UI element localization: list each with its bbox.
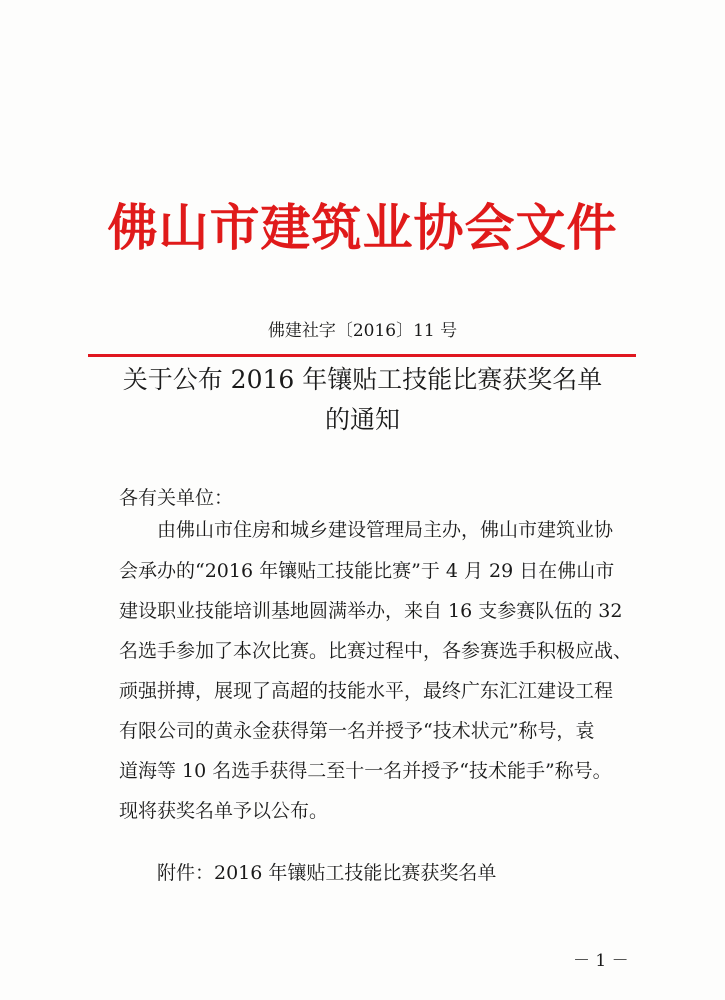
notice-title-line-1: 关于公布 2016 年镶贴工技能比赛获奖名单 (122, 365, 603, 394)
red-divider-line (88, 354, 636, 357)
body-paragraph-line: 会承办的“2016 年镶贴工技能比赛”于 4 月 29 日在佛山市 (119, 560, 615, 582)
attachment-line: 附件：2016 年镶贴工技能比赛获奖名单 (157, 862, 497, 884)
body-paragraph-line: 道海等 10 名选手获得二至十一名并授予“技术能手”称号。 (119, 760, 612, 782)
body-paragraph-line: 现将获奖名单予以公布。 (119, 800, 329, 822)
body-paragraph-line: 建设职业技能培训基地圆满举办，来自 16 支参赛队伍的 32 (119, 600, 623, 622)
body-paragraph-line: 有限公司的黄永金获得第一名并授予“技术状元”称号，袁 (119, 720, 595, 742)
organization-title: 佛山市建筑业协会文件 (107, 198, 618, 257)
salutation: 各有关单位： (119, 487, 234, 509)
notice-title-line-2: 的通知 (324, 405, 400, 434)
body-paragraph-line: 名选手参加了本次比赛。比赛过程中，各参赛选手积极应战、 (119, 640, 633, 662)
page-number: － 1 － (573, 951, 629, 971)
document-number: 佛建社字〔2016〕11 号 (267, 321, 458, 341)
body-paragraph-line: 由佛山市住房和城乡建设管理局主办，佛山市建筑业协 (157, 519, 614, 541)
body-paragraph-line: 顽强拼搏，展现了高超的技能水平，最终广东汇江建设工程 (119, 680, 614, 702)
